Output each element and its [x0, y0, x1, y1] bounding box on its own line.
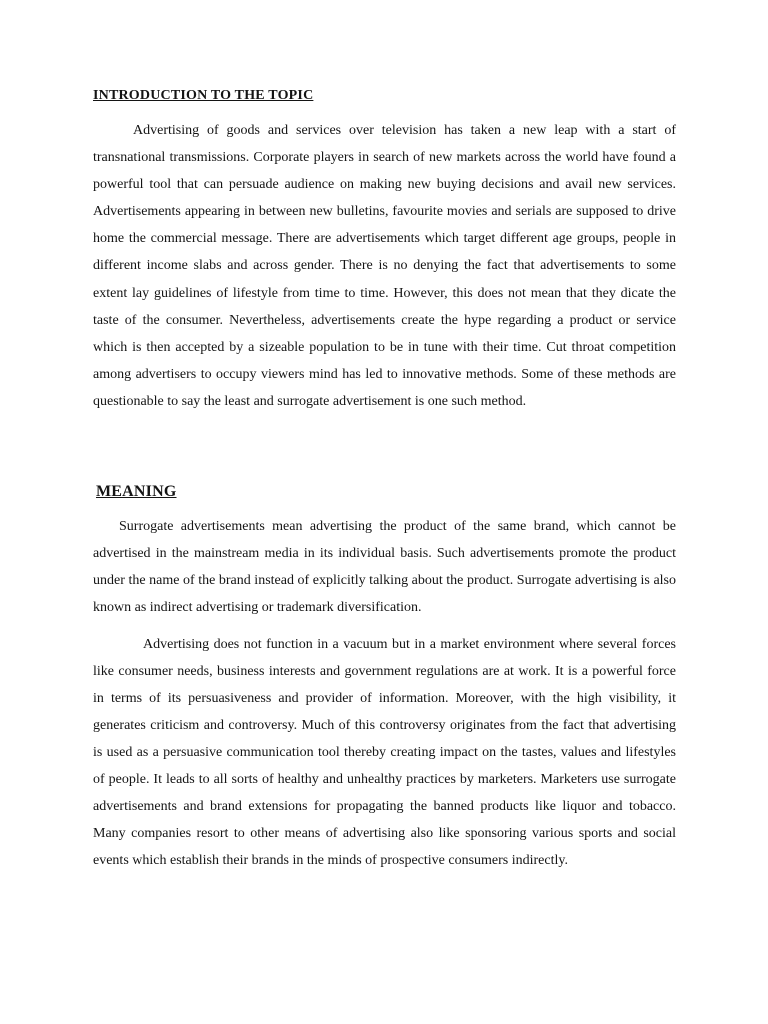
meaning-paragraph-1: Surrogate advertisements mean advertising the product of the same brand, which cannot be advertised in the mainstream media in its individual basis. Such advertisements promote the product under the name of the brand instead of explicitly talking about the product. Surrogate advertising is also known as indirect advertising or trademark diversification.	[93, 519, 676, 615]
meaning-paragraph-2: Advertising does not function in a vacuum but in a market environment where several forces like consumer needs, business interests and government regulations are at work. It is a powerful force in terms of its persuasiveness and provider of information. Moreover, with the high visibility, it generates criticism and controversy. Much of this controversy originates from the fact that advertising is used as a persuasive communication tool thereby creating impact on the tastes, values and lifestyles of people. It leads to all sorts of healthy and unhealthy practices by marketers. Marketers use surrogate advertisements and brand extensions for propagating the banned products like liquor and tobacco. Many companies resort to other means of advertising also like sponsoring various sports and social events which establish their brands in the minds of prospective consumers indirectly.	[93, 637, 676, 868]
section-heading-introduction: INTRODUCTION TO THE TOPIC	[93, 88, 314, 103]
introduction-paragraph: Advertising of goods and services over television has taken a new leap with a start of transnational transmissions. Corporate players in search of new markets across the world have found a powerful tool that can persuade audience on making new buying decisions and avail new services. Advertisements appearing in between new bulletins, favourite movies and serials are supposed to drive home the commercial message. There are advertisements which target different age groups, people in different income slabs and across gender. There is no denying the fact that advertisements to some extent lay guidelines of lifestyle from time to time. However, this does not mean that they dicate the taste of the consumer. Nevertheless, advertisements create the hype regarding a product or service which is then accepted by a sizeable population to be in tune with their time. Cut throat competition among advertisers to occupy viewers mind has led to innovative methods. Some of these methods are questionable to say the least and surrogate advertisement is one such method.	[93, 123, 676, 409]
section-heading-meaning: MEANING	[96, 483, 177, 500]
